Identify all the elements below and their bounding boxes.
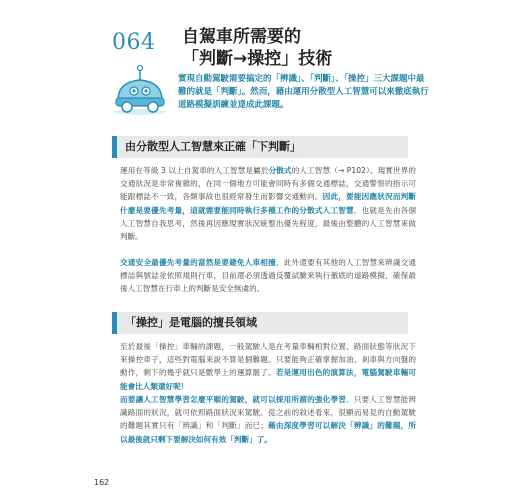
section1-paragraph-2 (120, 256, 416, 296)
section-heading-judgment: 由分散型人工智慧來正確「下判斷」 (112, 136, 408, 158)
highlight-text: 交通安全最優先考量的當然是要避免人車相撞 (120, 258, 276, 267)
title-line-2: 「判斷→操控」技術 (182, 49, 333, 69)
title-line-1: 自駕車所需要的 (182, 27, 301, 47)
highlight-text: 而要讓人工智慧學習怎麼平順的駕駛，就可以採用所謂的強化學習 (120, 395, 347, 404)
text-run: 。也就是先由各個人工智慧自我思考，然後再因應現實狀況統整出優先程度，最後由整體的人工智慧來做判斷。 (120, 205, 417, 242)
highlight-text: 藉由深度學習可以解決「辨識」的難題，所以最後就只剩下要解決如何有效「判斷」了。 (120, 421, 417, 444)
section2-paragraph-2 (120, 393, 416, 446)
section1-paragraph-1 (120, 164, 416, 243)
text-run: 至於最後「操控」車輛的課題，一般駕駛人是在考量車輛相對位置、路面狀態等狀況下來操控車子，這些對電腦來說不算是個難題。只要能夠正確掌握加油、剎車與方向盤的動作，剩下的幾乎就只是數學上的運算罷了。 (120, 342, 416, 378)
text-run: 。只要人工智慧能辨識路面的狀況，就可依照路面狀況來駕駛。從之前的敘述看來，很顯而易見的自動駕駛的難題其實只有「辨識」和「判斷」而已； (120, 395, 416, 431)
highlight-text: 因此，要能因應狀況而判斷什麼是要優先考量，這就需要能同時執行多種工作的分散式人工智慧 (120, 192, 417, 215)
text-run: 運用在等級 3 以上自駕車的人工智慧是屬於 (120, 166, 269, 175)
page-number: 162 (94, 478, 110, 487)
highlight-text: 若是運用出色的演算法，電腦駕駛車輛可能會比人類還好呢！ (120, 368, 417, 391)
chapter-number: 064 (112, 30, 156, 55)
section-heading-control: 「操控」是電腦的擅長領域 (112, 312, 408, 334)
page-title (182, 26, 442, 70)
text-run: 的人工智慧（→ P102）。現實世界的交通狀況是非常複雜的，在同一個地方可能會同時有多個交通標誌，交通警察的指示可能跟標誌不一致，各類事故也很經常發生而影響交通動向。 (120, 166, 416, 202)
robot-car-icon (110, 60, 170, 116)
text-run: ，此外還要有其他的人工智慧來辨識交通標誌與號誌並依照規則行車，目前還必須透過反覆試驗來執行徹底的道路模擬，確保最後人工智慧在行車上的判斷是安全無虞的。 (120, 258, 417, 294)
intro-text: 實現自動駕駛需要搞定的「辨識」、「判斷」、「操控」三大課題中最難的就是「判斷」。然而，藉由運用分散型人工智慧可以來徹底執行道路模擬訓練並達成此課題。 (178, 74, 429, 110)
section2-paragraph-1 (120, 340, 416, 393)
highlight-text: 分散式 (268, 166, 292, 175)
